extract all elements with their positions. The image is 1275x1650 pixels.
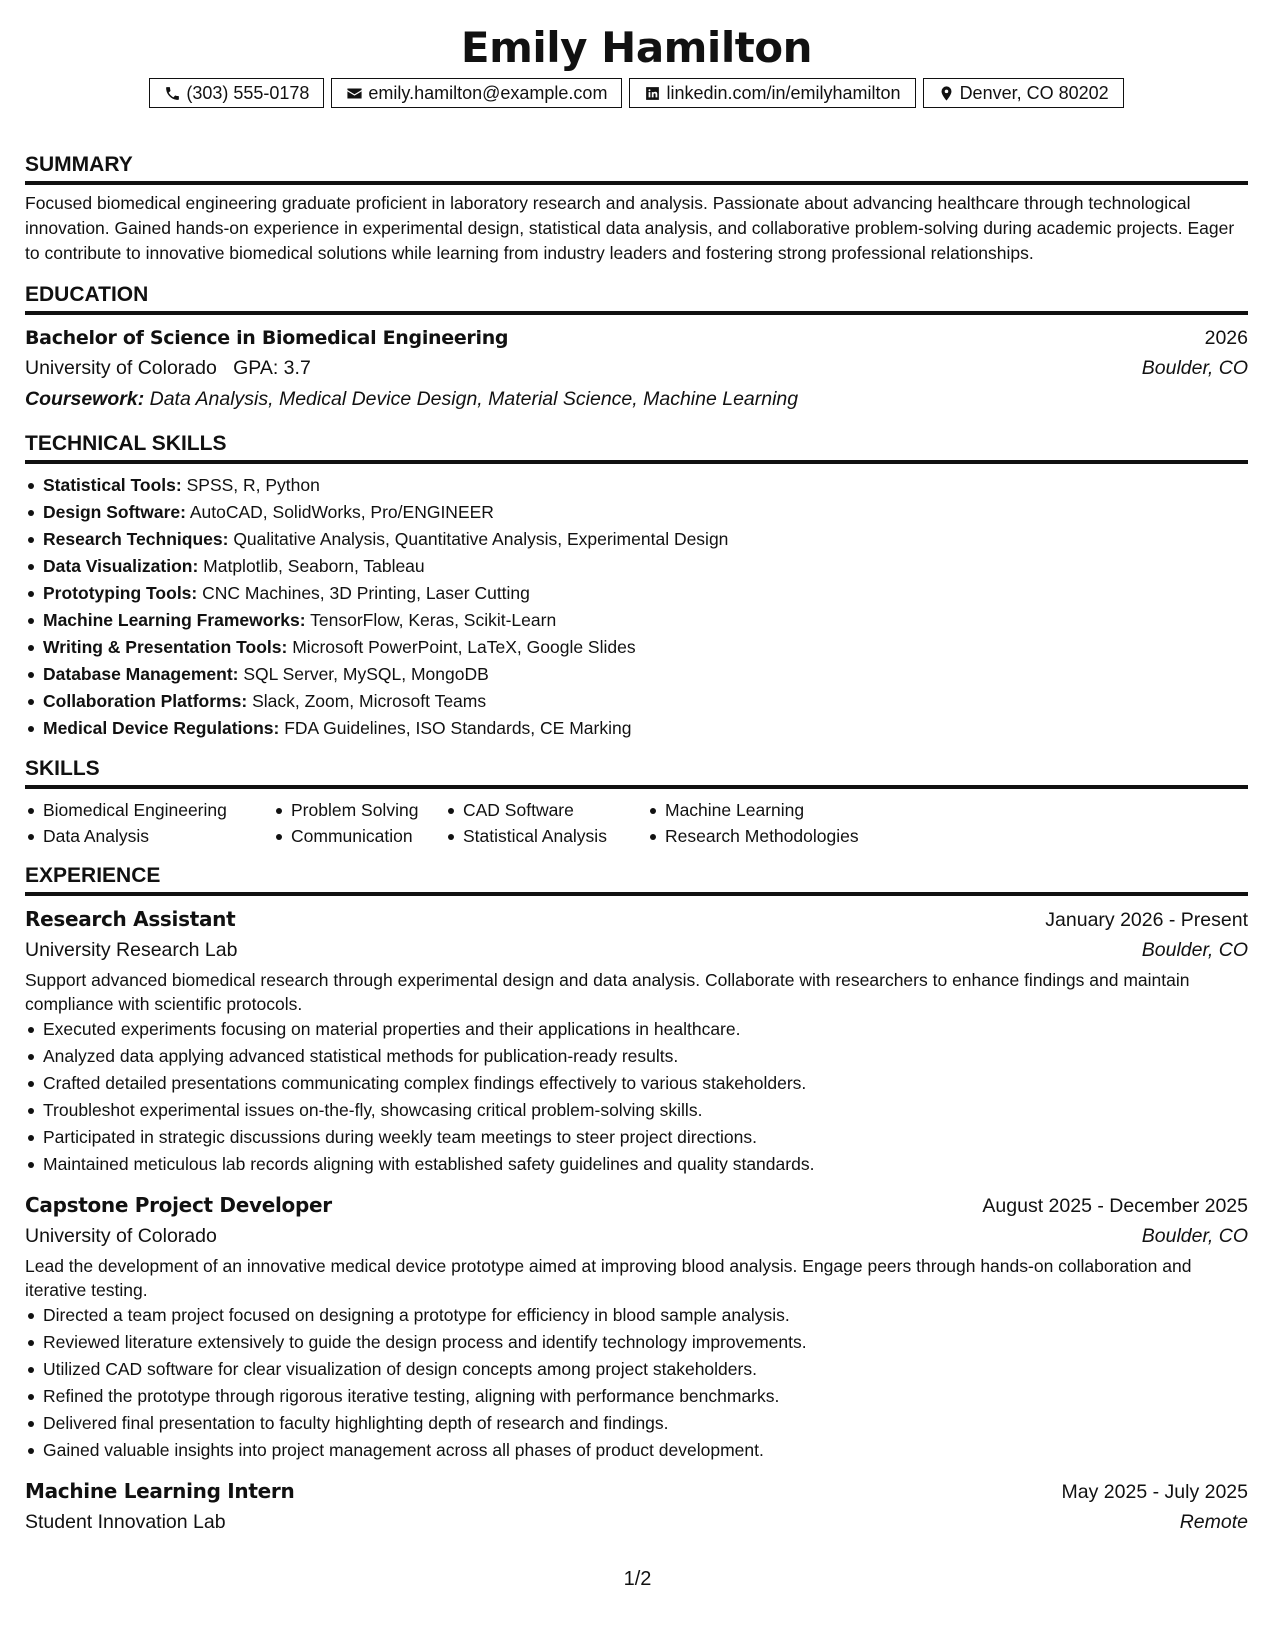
job-bullet: Maintained meticulous lab records aligning with established safety guidelines and quality standards. bbox=[25, 1151, 1248, 1178]
map-pin-icon bbox=[938, 85, 955, 102]
technical-skill-value: FDA Guidelines, ISO Standards, CE Marking bbox=[284, 718, 632, 738]
technical-skill-value: Microsoft PowerPoint, LaTeX, Google Slides bbox=[292, 637, 636, 657]
job-org-row bbox=[25, 1507, 1248, 1537]
technical-skill-item bbox=[25, 580, 1248, 607]
technical-skills-list bbox=[25, 472, 1248, 742]
school-info bbox=[25, 353, 311, 383]
technical-skill-item bbox=[25, 553, 1248, 580]
contact-linkedin[interactable] bbox=[629, 78, 915, 108]
technical-skill-label: Machine Learning Frameworks: bbox=[43, 610, 306, 630]
coursework-label: Coursework: bbox=[25, 388, 145, 410]
contact-linkedin-text: linkedin.com/in/emilyhamilton bbox=[666, 82, 901, 103]
job-entry bbox=[25, 1190, 1248, 1464]
contact-email-text: emily.hamilton@example.com bbox=[368, 82, 608, 103]
technical-skills-heading: TECHNICAL SKILLS bbox=[25, 431, 1248, 464]
technical-skill-value: SPSS, R, Python bbox=[186, 475, 320, 495]
technical-skill-item bbox=[25, 526, 1248, 553]
job-bullet: Crafted detailed presentations communicating complex findings effectively to various stakeholders. bbox=[25, 1070, 1248, 1097]
job-dates: May 2025 - July 2025 bbox=[1061, 1481, 1248, 1503]
phone-icon bbox=[164, 85, 181, 102]
coursework bbox=[25, 383, 1248, 415]
job-bullet: Directed a team project focused on designing a prototype for efficiency in blood sample analysis. bbox=[25, 1302, 1248, 1329]
job-organization: University of Colorado bbox=[25, 1225, 217, 1247]
technical-skill-item bbox=[25, 661, 1248, 688]
technical-skill-value: CNC Machines, 3D Printing, Laser Cutting bbox=[202, 583, 530, 603]
skill-item: Machine Learning bbox=[647, 797, 907, 823]
job-org-row bbox=[25, 935, 1248, 965]
job-dates: January 2026 - Present bbox=[1045, 909, 1248, 931]
job-dates: August 2025 - December 2025 bbox=[982, 1195, 1248, 1217]
job-bullet: Troubleshot experimental issues on-the-fly, showcasing critical problem-solving skills. bbox=[25, 1097, 1248, 1124]
technical-skill-item bbox=[25, 688, 1248, 715]
contact-phone-text: (303) 555-0178 bbox=[186, 82, 310, 103]
technical-skill-label: Research Techniques: bbox=[43, 529, 229, 549]
graduation-year: 2026 bbox=[1204, 327, 1248, 349]
technical-skill-label: Data Visualization: bbox=[43, 556, 199, 576]
job-title: Capstone Project Developer bbox=[25, 1193, 332, 1217]
job-description: Lead the development of an innovative medical device prototype aimed at improving blood analysis. Engage peers through hands-on collaboration and iterative testing. bbox=[25, 1256, 1192, 1300]
job-title: Machine Learning Intern bbox=[25, 1479, 295, 1503]
job-location: Remote bbox=[1179, 1511, 1248, 1533]
school-location: Boulder, CO bbox=[1141, 357, 1248, 379]
summary-heading: SUMMARY bbox=[25, 152, 1248, 185]
contact-location[interactable] bbox=[923, 78, 1124, 108]
technical-skill-item bbox=[25, 472, 1248, 499]
technical-skill-label: Statistical Tools: bbox=[43, 475, 182, 495]
coursework-list: Data Analysis, Medical Device Design, Material Science, Machine Learning bbox=[149, 388, 799, 410]
degree-title: Bachelor of Science in Biomedical Engineering bbox=[25, 327, 509, 349]
skill-item: Statistical Analysis bbox=[445, 823, 647, 849]
skills-heading: SKILLS bbox=[25, 756, 1248, 789]
education-school-row bbox=[25, 353, 1248, 383]
technical-skill-item bbox=[25, 607, 1248, 634]
summary-text: Focused biomedical engineering graduate proficient in laboratory research and analysis. Passionate about advancing healthcare through technological innovation. Gained hands-on experience in experimental design, statistical data analysis, and collaborative problem-solving during academic projects. Eager to contribute to innovative biomedical solutions while learning from industry leaders and fostering strong professional relationships. bbox=[25, 193, 1235, 263]
gpa: GPA: 3.7 bbox=[233, 357, 311, 379]
technical-skill-value: TensorFlow, Keras, Scikit-Learn bbox=[310, 610, 557, 630]
job-entry bbox=[25, 904, 1248, 1178]
job-organization: University Research Lab bbox=[25, 939, 238, 961]
technical-skill-label: Design Software: bbox=[43, 502, 186, 522]
job-title-row bbox=[25, 904, 1248, 935]
school-name: University of Colorado bbox=[25, 357, 217, 379]
job-organization: Student Innovation Lab bbox=[25, 1511, 226, 1533]
technical-skill-value: Slack, Zoom, Microsoft Teams bbox=[252, 691, 487, 711]
job-entry bbox=[25, 1476, 1248, 1537]
resume-page bbox=[25, 0, 1248, 1537]
job-bullets bbox=[25, 1016, 1248, 1178]
skill-item: Data Analysis bbox=[25, 823, 273, 849]
contact-email[interactable] bbox=[331, 78, 622, 108]
technical-skill-value: AutoCAD, SolidWorks, Pro/ENGINEER bbox=[189, 502, 494, 522]
education-heading: EDUCATION bbox=[25, 282, 1248, 315]
technical-skill-value: SQL Server, MySQL, MongoDB bbox=[243, 664, 489, 684]
candidate-name: Emily Hamilton bbox=[460, 23, 813, 72]
skill-item: Communication bbox=[273, 823, 445, 849]
job-title-row bbox=[25, 1190, 1248, 1221]
technical-skill-label: Collaboration Platforms: bbox=[43, 691, 248, 711]
job-bullet: Refined the prototype through rigorous iterative testing, aligning with performance benchmarks. bbox=[25, 1383, 1248, 1410]
linkedin-icon bbox=[644, 85, 661, 102]
job-bullet: Delivered final presentation to faculty highlighting depth of research and findings. bbox=[25, 1410, 1248, 1437]
job-location: Boulder, CO bbox=[1141, 939, 1248, 961]
experience-list bbox=[25, 904, 1248, 1537]
experience-heading: EXPERIENCE bbox=[25, 863, 1248, 896]
contact-bar bbox=[25, 78, 1248, 108]
job-bullet: Analyzed data applying advanced statistical methods for publication-ready results. bbox=[25, 1043, 1248, 1070]
job-org-row bbox=[25, 1221, 1248, 1251]
contact-location-text: Denver, CO 80202 bbox=[959, 82, 1109, 103]
technical-skill-item bbox=[25, 715, 1248, 742]
job-bullet: Participated in strategic discussions during weekly team meetings to steer project directions. bbox=[25, 1124, 1248, 1151]
education-degree-row bbox=[25, 323, 1248, 353]
job-bullets bbox=[25, 1302, 1248, 1464]
technical-skill-label: Medical Device Regulations: bbox=[43, 718, 280, 738]
technical-skill-value: Qualitative Analysis, Quantitative Analysis, Experimental Design bbox=[233, 529, 729, 549]
skill-item: CAD Software bbox=[445, 797, 647, 823]
contact-phone[interactable] bbox=[149, 78, 324, 108]
skills-grid bbox=[25, 797, 1248, 849]
job-location: Boulder, CO bbox=[1141, 1225, 1248, 1247]
skill-item: Research Methodologies bbox=[647, 823, 907, 849]
job-description: Support advanced biomedical research through experimental design and data analysis. Collaborate with researchers to enhance findings and maintain compliance with scientific protocols. bbox=[25, 970, 1190, 1014]
skill-item: Problem Solving bbox=[273, 797, 445, 823]
technical-skill-item bbox=[25, 634, 1248, 661]
page-number: 1/2 bbox=[623, 1568, 652, 1590]
job-bullet: Reviewed literature extensively to guide the design process and identify technology improvements. bbox=[25, 1329, 1248, 1356]
envelope-icon bbox=[346, 85, 363, 102]
skill-item: Biomedical Engineering bbox=[25, 797, 273, 823]
technical-skill-item bbox=[25, 499, 1248, 526]
technical-skill-value: Matplotlib, Seaborn, Tableau bbox=[203, 556, 425, 576]
job-title-row bbox=[25, 1476, 1248, 1507]
technical-skill-label: Prototyping Tools: bbox=[43, 583, 198, 603]
technical-skill-label: Writing & Presentation Tools: bbox=[43, 637, 288, 657]
job-bullet: Executed experiments focusing on material properties and their applications in healthcare. bbox=[25, 1016, 1248, 1043]
job-bullet: Utilized CAD software for clear visualization of design concepts among project stakeholders. bbox=[25, 1356, 1248, 1383]
job-title: Research Assistant bbox=[25, 907, 236, 931]
job-bullet: Gained valuable insights into project management across all phases of product development. bbox=[25, 1437, 1248, 1464]
technical-skill-label: Database Management: bbox=[43, 664, 239, 684]
